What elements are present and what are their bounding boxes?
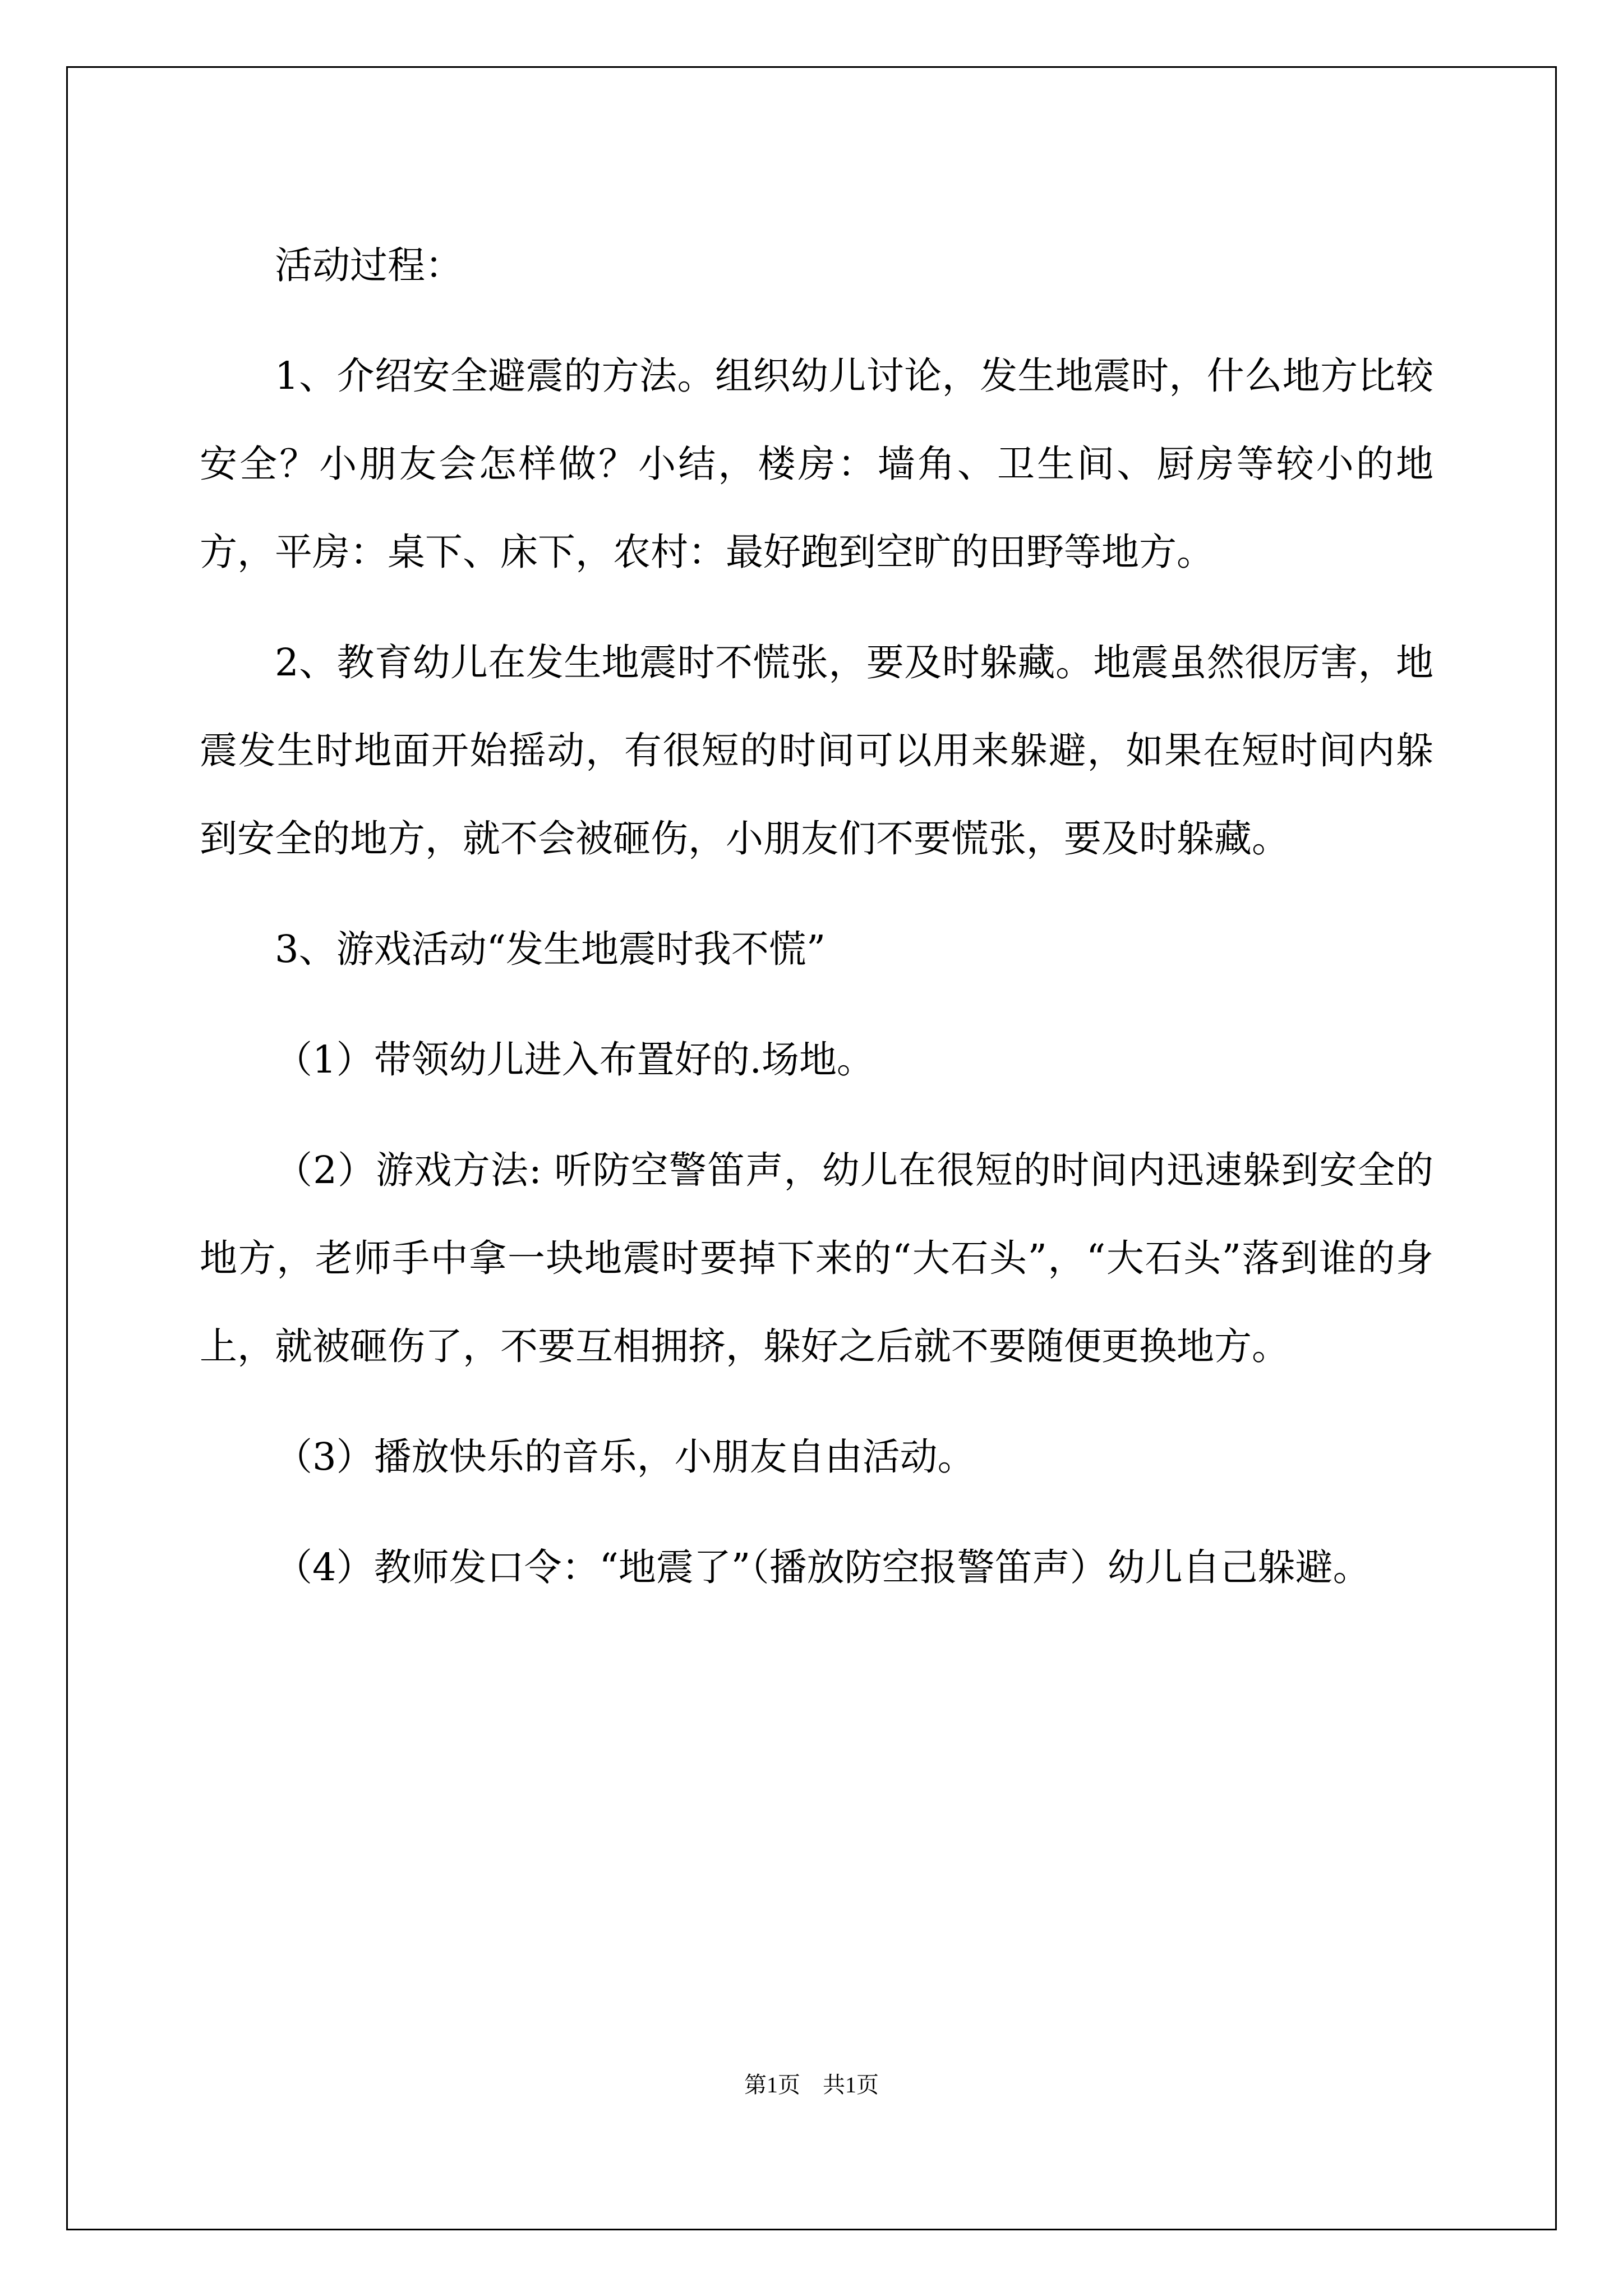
paragraph-substep-2: （2）游戏方法: 听防空警笛声，幼儿在很短的时间内迅速躲到安全的地方，老师手中拿一块地震时要掉下来的“大石头”，“大石头”落到谁的身上，就被砸伤了，不要互相拥挤，躲好之后就不要随便更换地方。: [200, 1148, 1433, 1368]
paragraph-step-1: 1、介绍安全避震的方法。组织幼儿讨论，发生地震时，什么地方比较安全？小朋友会怎样做？小结，楼房：墙角、卫生间、厨房等较小的地方，平房：桌下、床下，农村：最好跑到空旷的田野等地方。: [200, 354, 1433, 574]
page-number: 第1页: [744, 2072, 800, 2097]
section-heading: 活动过程：: [275, 243, 463, 287]
paragraph-step-3: 3、游戏活动“发生地震时我不慌”: [275, 927, 826, 971]
paragraph-substep-1: （1）带领幼儿进入布置好的.场地。: [275, 1038, 874, 1082]
page-footer: [0, 2067, 1623, 2099]
document-body: [200, 222, 1433, 1634]
paragraph-step-2: 2、教育幼儿在发生地震时不慌张，要及时躲藏。地震虽然很厉害，地震发生时地面开始摇动，有很短的时间可以用来躲避，如果在短时间内躲到安全的地方，就不会被砸伤，小朋友们不要慌张，要及时躲藏。: [200, 641, 1433, 861]
page-total: 共1页: [823, 2072, 879, 2097]
paragraph-substep-3: （3）播放快乐的音乐，小朋友自由活动。: [275, 1435, 975, 1479]
paragraph-substep-4: （4）教师发口令：“地震了”（播放防空报警笛声）幼儿自己躲避。: [275, 1545, 1371, 1589]
